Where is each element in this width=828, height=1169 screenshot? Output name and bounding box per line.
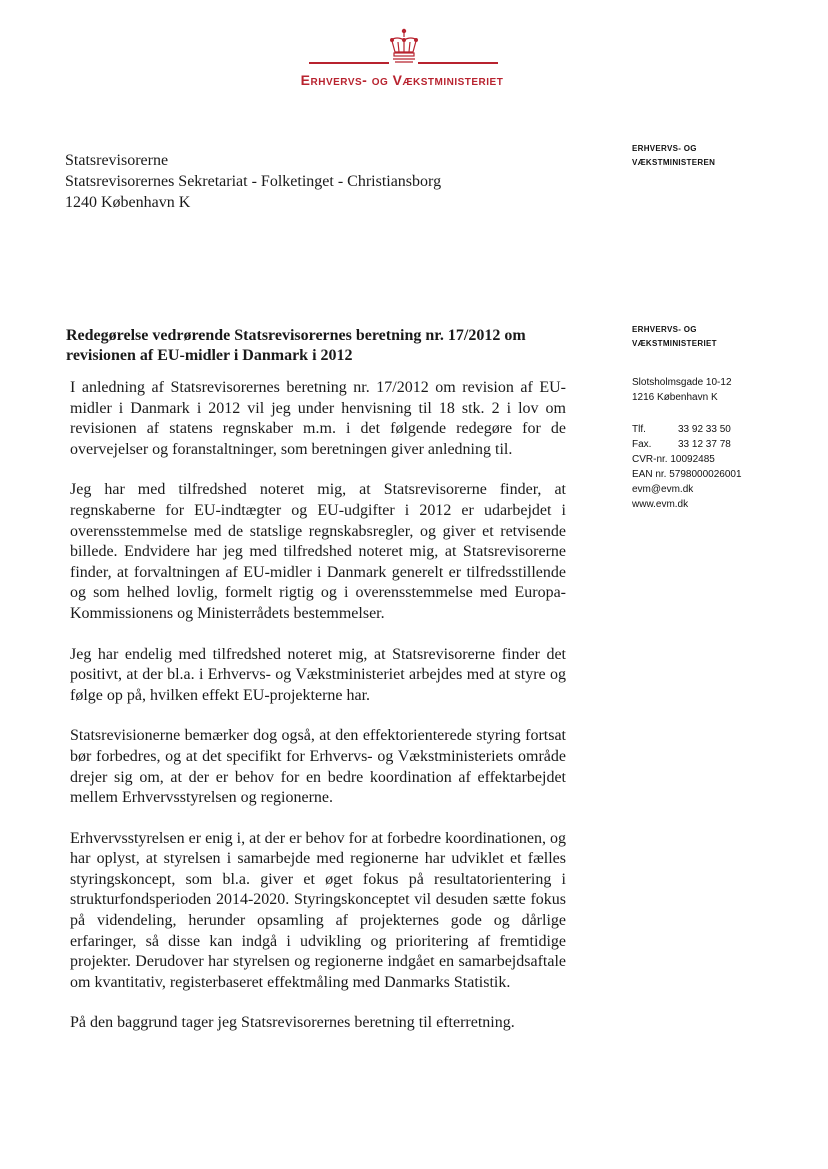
letterhead (0, 28, 828, 98)
phone-row (632, 422, 742, 437)
sender-label-line: ERHVERVS- OG (632, 144, 697, 153)
fax-label: Fax. (632, 439, 652, 450)
body-paragraph: Statsrevisionerne bemærker dog også, at den effektorienterede styring fortsat bør forbedres, og at det specifikt for Erhvervs- og Vækstministeriets område drejer sig om, at der er behov for en bedre koordination af effektarbejdet mellem Erhvervsstyrelsen og regionerne. (70, 727, 566, 807)
email: evm@evm.dk (632, 484, 694, 495)
sender-label-minister (632, 142, 715, 170)
sender-label-line: VÆKSTMINISTEREN (632, 158, 716, 167)
sender-label-line: VÆKSTMINISTERIET (632, 339, 717, 348)
fax-row (632, 437, 742, 452)
letter-body (70, 378, 566, 1054)
letter-subject: Redegørelse vedrørende Statsrevisorernes beretning nr. 17/2012 om revisionen af EU-midler i Danmark i 2012 (66, 327, 526, 364)
letterhead-rule-left (309, 62, 389, 64)
ean-number: EAN nr. 5798000026001 (632, 469, 742, 480)
body-paragraph: Jeg har med tilfredshed noteret mig, at Statsrevisorerne finder, at regnskaberne for EU-indtægter og EU-udgifter i 2012 er udarbejdet i overensstemmelse med de statslige regnskabsregler, og giver et retvisende billede. Endvidere har jeg med tilfredshed noteret mig, at Statsrevisorerne finder, at forvaltningen af EU-midler i Danmark generelt er tilfredsstillende og som helhed lovlig, formelt rigtig og i overensstemmelse med Europa-Kommissionens og Ministerrådets bestemmelser. (70, 481, 566, 622)
website: www.evm.dk (632, 499, 689, 510)
recipient-line: Statsrevisorernes Sekretariat - Folketinget - Christiansborg (65, 173, 442, 190)
body-paragraph: I anledning af Statsrevisorernes beretning nr. 17/2012 om revision af EU-midler i Danmark i 2012 vil jeg under henvisning til 18 stk. 2 i lov om revisionen af statens regnskaber m.m. i det følgende redegøre for de overvejelser og foranstaltninger, som beretningen giver anledning til. (70, 379, 566, 458)
sender-contact-block (632, 375, 742, 512)
cvr-number: CVR-nr. 10092485 (632, 454, 715, 465)
letterhead-rule-right (418, 62, 498, 64)
body-paragraph: På den baggrund tager jeg Statsrevisorernes beretning til efterretning. (70, 1014, 515, 1032)
street-address: Slotsholmsgade 10-12 (632, 377, 732, 388)
phone-number: 33 92 33 50 (678, 424, 731, 435)
crown-icon (387, 28, 421, 64)
recipient-line: 1240 København K (65, 194, 191, 211)
body-paragraph: Erhvervsstyrelsen er enig i, at der er behov for at forbedre koordinationen, og har oplyst, at styrelsen i samarbejde med regionerne har udviklet et fælles styringskoncept, som bl.a. giver et øget fokus på resultatorientering i strukturfondsperioden 2014-2020. Styringskonceptet vil desuden sætte fokus på videndeling, herunder opsamling af projekternes gode og dårlige erfaringer, så disse kan indgå i udvikling og prioritering af fremtidige projekter. Derudover har styrelsen og regionerne indgået en samarbejdsaftale om kvantitativ, registerbaseret effektmåling med Danmarks Statistik. (70, 829, 566, 991)
fax-number: 33 12 37 78 (678, 439, 731, 450)
body-paragraph: Jeg har endelig med tilfredshed noteret mig, at Statsrevisorerne finder det positivt, at der bl.a. i Erhvervs- og Vækstministeriet arbejdes med at styre og følge op på, hvilken effekt EU-projekterne har. (70, 645, 566, 704)
phone-label: Tlf. (632, 424, 646, 435)
ministry-name: Erhvervs- og Vækstministeriet (300, 72, 504, 88)
postal-address: 1216 København K (632, 392, 718, 403)
sender-label-line: ERHVERVS- OG (632, 325, 697, 334)
sender-label-ministry (632, 323, 717, 351)
recipient-line: Statsrevisorerne (65, 152, 169, 169)
recipient-address (65, 150, 441, 213)
